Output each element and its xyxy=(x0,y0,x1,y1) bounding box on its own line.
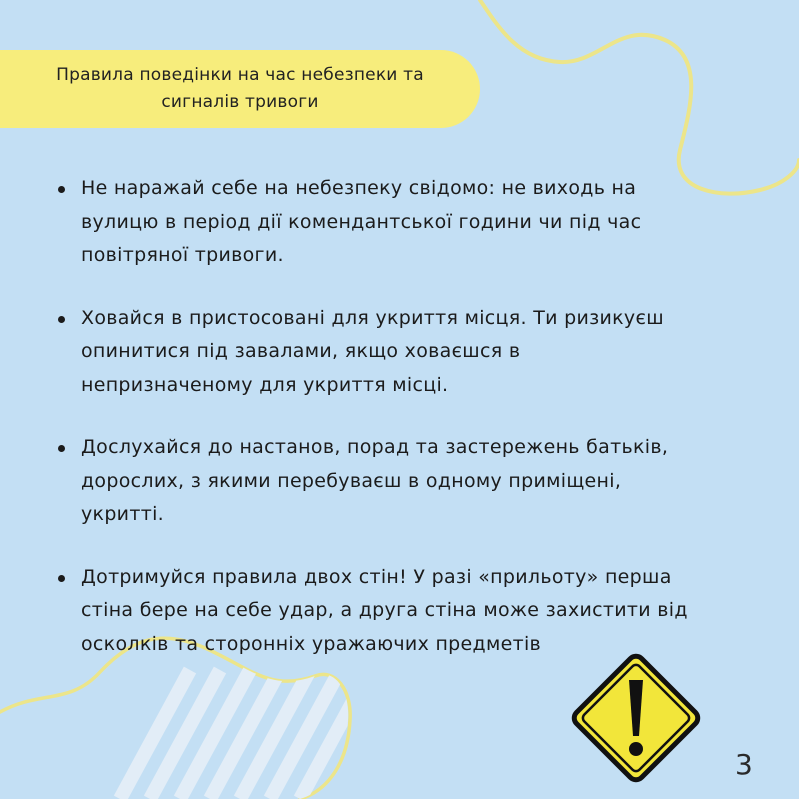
rule-line: вулицю в період дії комендантської години чи під час xyxy=(81,210,642,233)
warning-sign-icon xyxy=(566,648,706,788)
list-item xyxy=(58,561,758,662)
bullet-dot xyxy=(58,575,65,582)
rule-line: осколків та сторонніх уражаючих предметів xyxy=(81,632,542,655)
page-number: 3 xyxy=(735,748,753,781)
bullet-dot xyxy=(58,445,65,452)
rule-line: повітряної тривоги. xyxy=(81,244,284,266)
rule-line: Дотримуйся правила двох стін! У разі «прильоту» перша xyxy=(81,565,672,588)
rule-line: Дослухайся до настанов, порад та застережень батьків, xyxy=(81,436,669,458)
list-item xyxy=(58,431,758,532)
rule-line: дорослих, з якими перебуваєш в одному приміщені, xyxy=(81,469,622,492)
wavy-line-top xyxy=(480,0,799,194)
title-line-1: Правила поведінки на час небезпеки та xyxy=(56,65,424,85)
title-banner xyxy=(0,50,480,128)
rule-line: Ховайся в пристосовані для укриття місця. Ти ризикуєш xyxy=(81,306,664,329)
bullet-dot xyxy=(58,316,65,323)
rule-line: Не наражай себе на небезпеку свідомо: не виходь на xyxy=(81,177,637,199)
rule-line: укритті. xyxy=(81,503,164,525)
list-item xyxy=(58,302,758,403)
rule-line: непризначеному для укриття місці. xyxy=(81,373,449,396)
rule-line: опинитися під завалами, якщо ховаєшся в xyxy=(81,340,521,362)
bullet-dot xyxy=(58,186,65,193)
title-line-2: сигналів тривоги xyxy=(161,92,319,112)
rules-list xyxy=(58,172,758,690)
rule-line: стіна бере на себе удар, а друга стіна може захистити від xyxy=(81,599,688,621)
list-item xyxy=(58,172,758,273)
